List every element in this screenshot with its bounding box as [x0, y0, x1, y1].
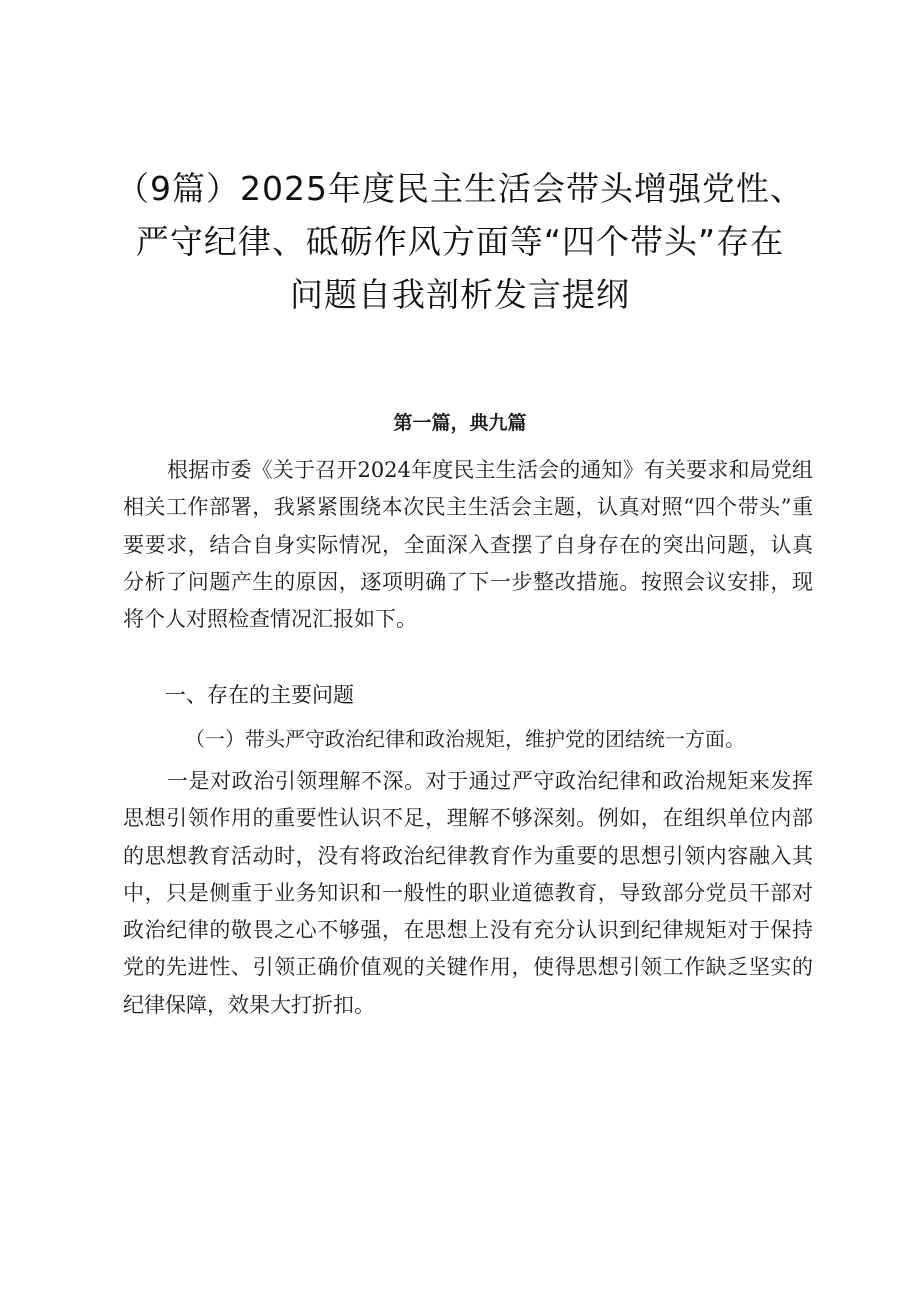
point-paragraph: 一是对政治引领理解不深。对于通过严守政治纪律和政治规矩来发挥思想引领作用的重要性认识不足，理解不够深刻。例如，在组织单位内部的思想教育活动时，没有将政治纪律教育作为重要的思想引领内容融入其中，只是侧重于业务知识和一般性的职业道德教育，导致部分党员干部对政治纪律的敬畏之心不够强，在思想上没有充分认识到纪律规矩对于保持党的先进性、引领正确价值观的关键作用，使得思想引领工作缺乏坚实的纪律保障，效果大打折扣。 — [123, 769, 813, 1017]
document-title — [110, 162, 810, 321]
title-line-3: 问题自我剖析发言提纲 — [290, 275, 630, 314]
title-line-2: 严守纪律、砥砺作风方面等“四个带头”存在 — [135, 222, 785, 261]
intro-paragraph: 根据市委《关于召开2024年度民主生活会的通知》有关要求和局党组相关工作部署，我紧紧围绕本次民主生活会主题，认真对照“四个带头”重要要求，结合自身实际情况，全面深入查摆了自身存在的突出问题，认真分析了问题产生的原因，逐项明确了下一步整改措施。按照会议安排，现将个人对照检查情况汇报如下。 — [123, 458, 813, 632]
title-line-1: （9篇）2025年度民主生活会带头增强党性、 — [116, 169, 804, 208]
subheading-political-discipline: （一）带头严守政治纪律和政治规矩，维护党的团结统一方面。 — [185, 727, 745, 751]
section-heading: 第一篇，典九篇 — [393, 412, 527, 434]
heading-existing-problems: 一、存在的主要问题 — [165, 683, 354, 707]
